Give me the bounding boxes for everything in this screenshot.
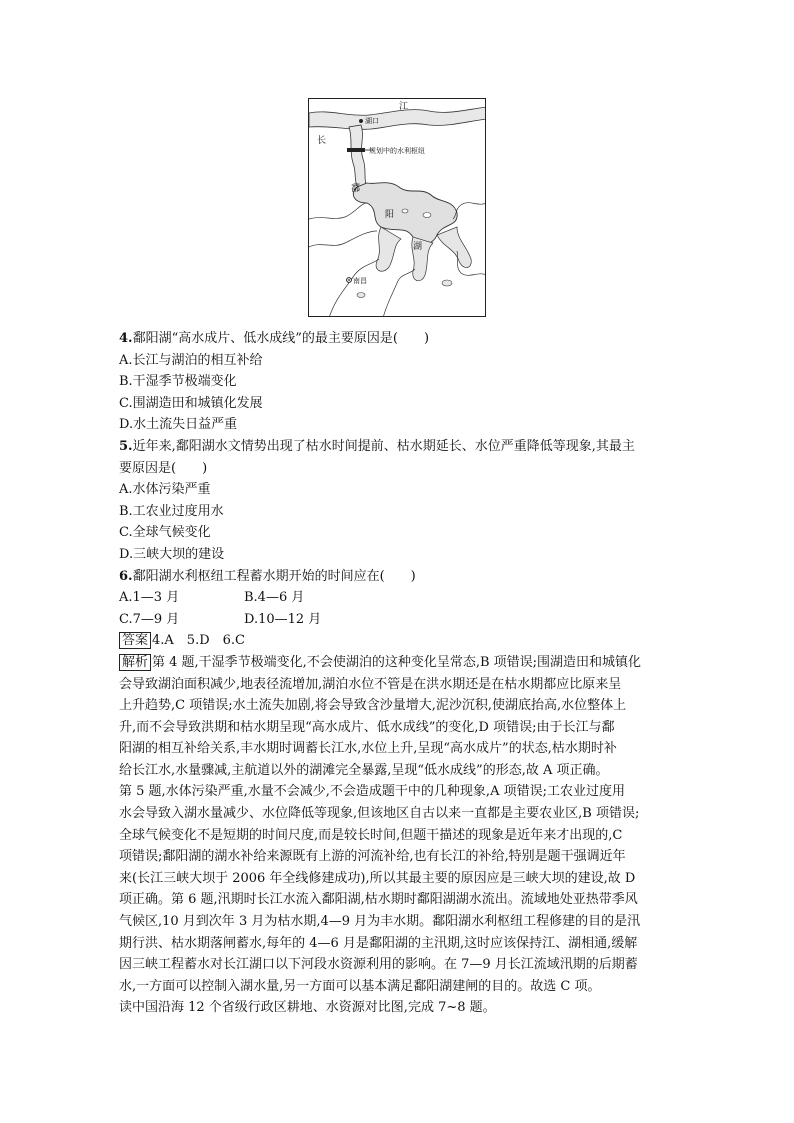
question-6-text: 鄱阳湖水利枢纽工程蓄水期开始的时间应在( )	[132, 568, 416, 584]
question-5-option-a: A.水体污染严重	[119, 482, 211, 498]
explanation-line: 阳湖的相互补给关系,丰水期时调蓄长江水,水位上升,呈现“高水成片”的状态,枯水期时补	[119, 741, 617, 757]
question-5-text-line1: 近年来,鄱阳湖水文情势出现了枯水时间提前、枯水期延长、水位严重降低等现象,其最主	[132, 438, 635, 454]
explanation-line: 解析 第 4 题,干湿季节极端变化,不会使湖泊的这种变化呈常态,B 项错误;围湖造田和城镇化	[119, 652, 679, 674]
explanation-line: 项错误;鄱阳湖的湖水补给来源既有上游的河流补给,也有长江的补给,特别是题干强调近年	[119, 849, 626, 865]
question-6-options-row-2	[119, 609, 679, 631]
map-label-chang: 长	[317, 136, 327, 146]
question-4-option-d: D.水土流失日益严重	[119, 417, 238, 433]
question-5-number: 5.	[119, 438, 133, 454]
answer-line	[119, 630, 679, 652]
question-6-option-d: D.10—12 月	[244, 611, 322, 627]
map-label-hu: 湖	[413, 242, 423, 252]
question-6-option-c: C.7—9 月	[119, 611, 180, 627]
question-6-options-row-1	[119, 587, 679, 609]
question-6-option-b: B.4—6 月	[244, 590, 305, 606]
explanation-line: 上升趋势,C 项错误;水土流失加剧,将会导致含沙量增大,泥沙沉积,使湖底抬高,水位整体上	[119, 698, 627, 714]
next-section-intro: 读中国沿海 12 个省级行政区耕地、水资源对比图,完成 7~8 题。	[119, 1000, 496, 1016]
question-4-text: 鄱阳湖“高水成片、低水成线”的最主要原因是( )	[132, 331, 430, 346]
answer-tag: 答案	[119, 632, 151, 649]
explanation-line: 来(长江三峡大坝于 2006 年全线修建成功),所以其最主要的原因应是三峡大坝的建设,故 D	[119, 870, 636, 886]
question-content	[119, 328, 679, 1019]
explanation-line: 期行洪、枯水期落闸蓄水,每年的 4—6 月是鄱阳湖的主汛期,这时应该保持江、湖相通,缓解	[119, 935, 638, 951]
explanation-line: 升,而不会导致洪期和枯水期呈现“高水成片、低水成线”的变化,D 项错误;由于长江与鄱	[119, 719, 615, 735]
explanation	[119, 652, 679, 998]
question-4-option-c: C.围湖造田和城镇化发展	[119, 395, 263, 411]
question-6-stem	[119, 566, 679, 588]
map-label-nanchang: 南昌	[353, 277, 367, 285]
map-label-yang: 阳	[385, 210, 395, 220]
explanation-line: 项正确。第 6 题,汛期时长江水流入鄱阳湖,枯水期时鄱阳湖湖水流出。流域地处亚热带季风	[119, 892, 638, 908]
question-4-stem	[119, 328, 679, 350]
answer-text: 4.A 5.D 6.C	[152, 633, 245, 649]
explanation-line: 给长江水,水量骤减,主航道以外的湖滩完全暴露,呈现“低水成线”的形态,故 A 项正确。	[119, 762, 609, 778]
question-5-option-b: B.工农业过度用水	[119, 503, 224, 519]
question-6-option-a: A.1—3 月	[119, 590, 180, 606]
question-4-option-a: A.长江与湖泊的相互补给	[119, 352, 263, 368]
explanation-line: 因三峡工程蓄水对长江湖口以下河段水资源利用的影响。在 7—9 月长江流域汛期的后期蓄	[119, 957, 638, 973]
explanation-line: 第 5 题,水体污染严重,水量不会减少,不会造成题干中的几种现象,A 项错误;工农业过度用	[119, 784, 625, 800]
question-5-option-c: C.全球气候变化	[119, 525, 211, 541]
explanation-line: 水会导致入湖水量减少、水位降低等现象,但该地区自古以来一直都是主要农业区,B 项错误;	[119, 806, 640, 822]
explanation-line: 气候区,10 月到次年 3 月为枯水期,4—9 月为丰水期。鄱阳湖水利枢纽工程修建的目的是汛	[119, 914, 641, 930]
explanation-line: 水,一方面可以控制入湖水量,另一方面可以基本满足鄱阳湖建闸的目的。故选 C 项。	[119, 978, 601, 994]
question-5-text-line2: 要原因是( )	[119, 460, 208, 476]
question-5-stem	[119, 436, 679, 458]
map-label-hukou: 湖口	[365, 117, 379, 125]
explanation-line: 全球气候变化不是短期的时间尺度,而是较长时间,但题干描述的现象是近年来才出现的,C	[119, 827, 623, 843]
map-label-dam: 规划中的水利枢纽	[369, 147, 425, 155]
question-4-option-b: B.干湿季节极端变化	[119, 374, 237, 390]
question-6-number: 6.	[119, 568, 133, 584]
explanation-tag: 解析	[119, 654, 151, 671]
poyang-lake-map	[308, 98, 486, 317]
question-4-number: 4.	[119, 331, 133, 346]
explanation-line: 会导致湖泊面积减少,地表径流增加,湖泊水位不管是在洪水期还是在枯水期都应比原来呈	[119, 676, 622, 692]
map-drawing	[309, 99, 486, 317]
map-label-po: 鄱	[351, 184, 361, 194]
question-5-option-d: D.三峡大坝的建设	[119, 546, 225, 562]
map-label-jiang: 江	[399, 102, 409, 112]
